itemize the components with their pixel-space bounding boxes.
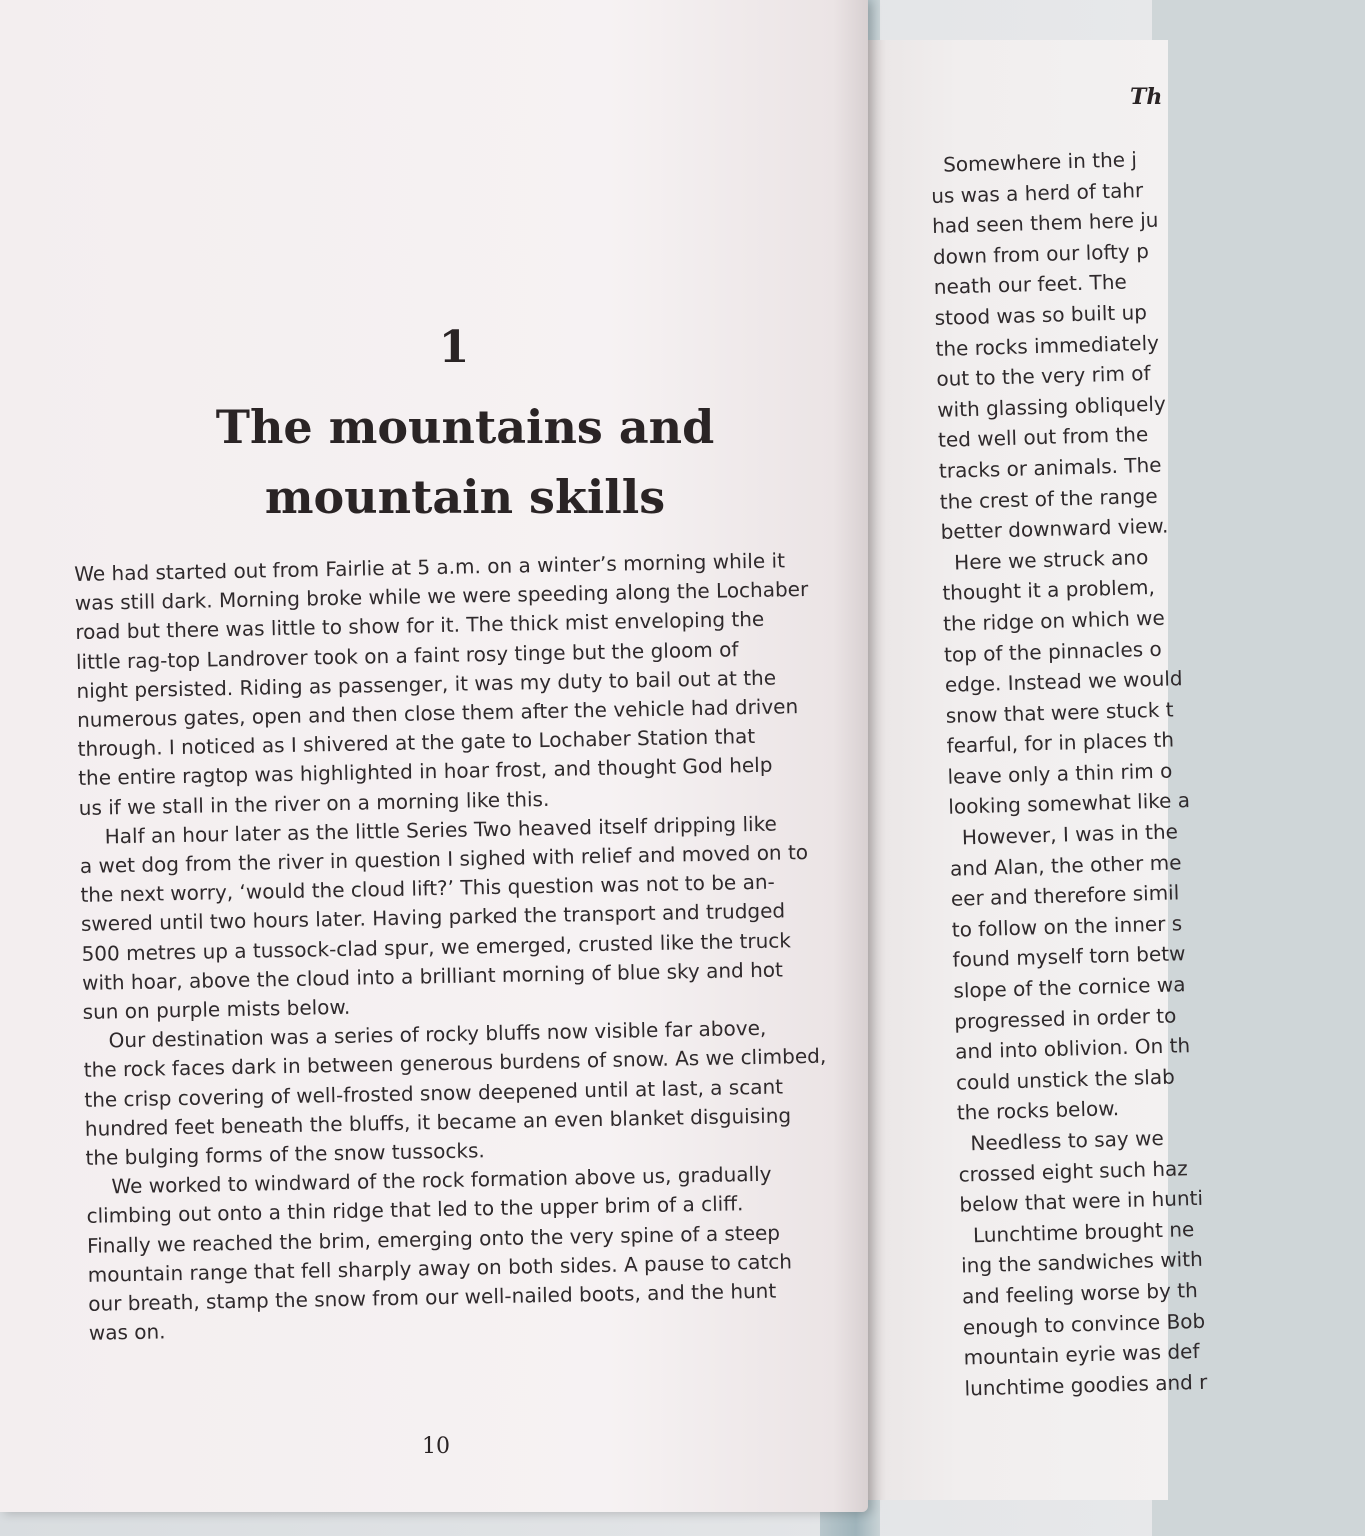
right-page-text-line: stood was so built up [934,299,1148,330]
chapter-body-text [74,546,829,1349]
body-text-line: the rock faces dark in between generous burdens of snow. As we climbed, [83,1044,827,1083]
right-page-text-line: slope of the cornice wa [953,972,1186,1003]
page-number: 10 [422,1434,450,1459]
right-page-text-line: and Alan, the other me [949,849,1182,881]
right-page-text-line: out to the very rim of [936,361,1151,392]
body-text-line: the entire ragtop was highlighted in hoar frost, and thought God help [77,753,773,791]
body-text-line: night persisted. Riding as passenger, it was my duty to bail out at the [76,665,777,703]
right-page-text-line: with glassing obliquely [936,391,1167,422]
body-text-line: We had started out from Fairlie at 5 a.m. on a winter’s morning while it [74,548,786,586]
body-text-line: hundred feet beneath the bluffs, it became an even blanket disguising [84,1103,792,1141]
body-text-line: 500 metres up a tussock-clad spur, we emerged, crusted like the truck [81,927,792,966]
chapter-title-line: The mountains and [215,400,715,454]
chapter-title [0,392,930,532]
body-text-line: Finally we reached the brim, emerging onto the very spine of a steep [86,1220,781,1258]
right-page-text-line: progressed in order to [954,1003,1177,1034]
right-page-text-line: mountain eyrie was def [963,1339,1200,1370]
body-text-line: Our destination was a series of rocky bluffs now visible far above, [83,1016,767,1054]
right-page-text-line: Lunchtime brought ne [959,1216,1195,1248]
right-page-text-line: ing the sandwiches with [960,1247,1204,1278]
right-page-text-line: better downward view. [940,513,1169,544]
right-page-text-line: top of the pinnacles o [943,636,1163,667]
right-page-text-line: could unstick the slab [955,1064,1176,1095]
right-page-text-line: However, I was in the [948,819,1179,850]
right-page-text-line: the rocks below. [956,1096,1120,1126]
right-page-text [930,139,1365,1404]
right-page-text-line: Here we struck ano [941,544,1149,575]
right-page-text-line: eer and therefore simil [950,880,1180,911]
body-text-line: sun on purple mists below. [82,994,351,1024]
right-page-text-line: the ridge on which we [942,605,1166,636]
body-text-line: with hoar, above the cloud into a brilliant morning of blue sky and hot [81,957,784,995]
body-text-line: We worked to windward of the rock formation above us, gradually [85,1161,772,1200]
body-text-line: the bulging forms of the snow tussocks. [85,1138,485,1170]
right-page-text-line: to follow on the inner s [951,911,1183,942]
right-page-text-line: ted well out from the [937,422,1149,453]
body-text-line: numerous gates, open and then close them after the vehicle had driven [76,694,799,732]
body-text-line: little rag-top Landrover took on a faint rosy tinge but the gloom of [75,636,739,674]
right-page-running-header: Th [1130,84,1163,110]
right-page-text-line: crossed eight such haz [958,1155,1189,1187]
right-page-text-line: the crest of the range [939,483,1158,514]
body-text-line: road but there was little to show for it. The thick mist enveloping the [75,607,765,645]
right-page-text-line: snow that were stuck t [945,697,1174,728]
right-page-text-line: leave only a thin rim o [947,758,1173,789]
right-page-text-line: the rocks immediately [935,330,1160,361]
right-page-text-line: us was a herd of tahr [930,177,1144,208]
body-text-line: through. I noticed as I shivered at the gate to Lochaber Station that [77,724,756,762]
right-page-text-line: lunchtime goodies and r [964,1369,1208,1401]
right-page-text-line: and into oblivion. On th [954,1033,1191,1064]
body-text-line: climbing out onto a thin ridge that led to the upper brim of a cliff. [86,1191,744,1229]
chapter-title-line: mountain skills [264,470,666,524]
body-text-line: was still dark. Morning broke while we were speeding along the Lochaber [74,577,809,616]
right-page-text-line: fearful, for in places th [946,727,1175,759]
right-page-text-line: down from our lofty p [932,238,1150,269]
right-page-text-line: found myself torn betw [952,941,1186,973]
body-text-line: a wet dog from the river in question I sighed with relief and moved on to [79,839,809,878]
body-text-line: was on. [88,1319,166,1346]
body-text-line: mountain range that fell sharply away on both sides. A pause to catch [87,1249,793,1287]
right-page-text-line: tracks or animals. The [938,452,1162,483]
right-page-text-line: and feeling worse by th [961,1277,1199,1309]
chapter-number: 1 [438,322,470,373]
right-page-text-line: thought it a problem, [942,575,1156,606]
right-page-text-line: had seen them here ju [931,207,1159,239]
body-text-line: our breath, stamp the snow from our well-nailed boots, and the hunt [88,1278,777,1316]
body-text-line: the crisp covering of well-frosted snow deepened until at last, a scant [84,1074,784,1112]
body-text-line: Half an hour later as the little Series Two heaved itself dripping like [79,811,777,849]
right-page-text-line: looking somewhat like a [948,788,1191,820]
body-text-line: swered until two hours later. Having parked the transport and trudged [80,898,786,937]
right-page-text-line: Needless to say we [957,1125,1165,1156]
right-page-text-line: Somewhere in the j [930,147,1138,177]
right-page-text-line: below that were in hunti [959,1185,1204,1217]
right-page-text-line: edge. Instead we would [944,666,1183,697]
body-text-line: us if we stall in the river on a morning like this. [78,786,550,820]
right-page-text-line: enough to convince Bob [962,1308,1206,1340]
right-page-text-line: neath our feet. The [933,269,1128,300]
body-text-line: the next worry, ‘would the cloud lift?’ This question was not to be an- [80,869,775,908]
